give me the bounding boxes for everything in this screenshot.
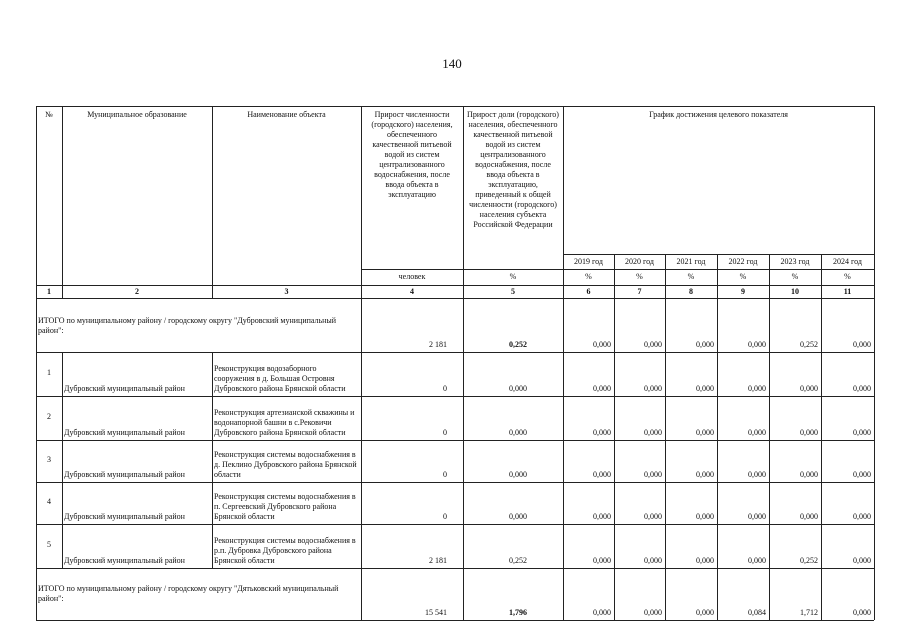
grid-line-units — [361, 269, 874, 270]
row-municipality: Дубровский муниципальный район — [64, 512, 185, 521]
header-year: 2020 год — [625, 257, 654, 266]
row-year-value: 0,000 — [593, 340, 611, 349]
row-year-value: 0,000 — [696, 428, 714, 437]
row-year-value: 0,000 — [800, 384, 818, 393]
header-year: 2019 год — [574, 257, 603, 266]
grid-line-col — [212, 524, 213, 568]
row-share: 1,796 — [509, 608, 527, 617]
row-number: 1 — [47, 368, 51, 377]
row-year-value: 0,000 — [644, 470, 662, 479]
grid-line-row — [36, 524, 874, 525]
row-share: 0,252 — [509, 556, 527, 565]
row-year-value: 0,000 — [748, 384, 766, 393]
grid-line-col — [212, 352, 213, 396]
grid-line-row — [36, 620, 874, 621]
row-share: 0,000 — [509, 470, 527, 479]
row-year-value: 0,000 — [853, 428, 871, 437]
header-col-number: 10 — [791, 287, 799, 296]
row-year-value: 0,252 — [800, 340, 818, 349]
total-row-label: ИТОГО по муниципальному району / городскому округу "Дятьковский муниципальный район": — [38, 584, 339, 603]
row-year-value: 0,000 — [853, 608, 871, 617]
header-schedule: График достижения целевого показателя — [649, 110, 788, 119]
row-year-value: 0,000 — [696, 512, 714, 521]
grid-line-col — [212, 482, 213, 524]
row-people: 0 — [443, 470, 447, 479]
grid-line-row — [36, 568, 874, 569]
header-col-number: 2 — [135, 287, 139, 296]
total-row-label: ИТОГО по муниципальному району / городскому округу "Дубровский муниципальный район": — [38, 316, 337, 335]
row-municipality: Дубровский муниципальный район — [64, 428, 185, 437]
row-share: 0,000 — [509, 512, 527, 521]
table-border-top — [36, 106, 874, 107]
grid-line-col — [463, 106, 464, 620]
row-year-value: 0,000 — [696, 556, 714, 565]
row-year-value: 0,000 — [593, 428, 611, 437]
row-object-name: Реконструкция системы водоснабжения в п. Сергеевский Дубровского района Брянской области — [214, 492, 356, 521]
grid-line-col — [212, 106, 213, 298]
grid-line-header-end — [36, 298, 874, 299]
row-year-value: 0,000 — [696, 608, 714, 617]
grid-line-col — [62, 482, 63, 524]
row-share: 0,000 — [509, 428, 527, 437]
grid-line-col — [62, 524, 63, 568]
header-year: 2024 год — [833, 257, 862, 266]
row-year-value: 0,000 — [853, 556, 871, 565]
row-year-value: 0,000 — [853, 384, 871, 393]
grid-line-col — [62, 106, 63, 298]
header-col-number: 9 — [741, 287, 745, 296]
header-unit-people: человек — [398, 272, 426, 281]
row-year-value: 0,000 — [748, 428, 766, 437]
row-year-value: 1,712 — [800, 608, 818, 617]
grid-line-col-numbers — [36, 285, 874, 286]
header-year: 2023 год — [780, 257, 810, 266]
table-border-side — [874, 106, 875, 620]
header-unit-percent: % — [636, 272, 643, 281]
row-object-name: Реконструкция водозаборного сооружения в д. Большая Островня Дубровского района Брянской области — [214, 364, 346, 393]
row-object-name: Реконструкция артезианской скважины и водонапорной башни в с.Рековичи Дубровского района Брянской области — [214, 408, 355, 437]
row-people: 2 181 — [429, 556, 447, 565]
header-col-number: 8 — [689, 287, 693, 296]
grid-line-row — [36, 396, 874, 397]
row-year-value: 0,000 — [696, 470, 714, 479]
row-year-value: 0,000 — [593, 384, 611, 393]
header-object-name: Наименование объекта — [247, 110, 326, 119]
row-share: 0,000 — [509, 384, 527, 393]
header-col-number: 3 — [284, 287, 289, 296]
grid-line-col — [212, 440, 213, 482]
row-municipality: Дубровский муниципальный район — [64, 470, 185, 479]
header-year: 2021 год — [676, 257, 706, 266]
grid-line-row — [36, 482, 874, 483]
header-col-number: 11 — [843, 287, 852, 296]
row-people: 0 — [443, 428, 447, 437]
row-number: 3 — [47, 455, 51, 464]
row-year-value: 0,252 — [800, 556, 818, 565]
row-year-value: 0,000 — [748, 512, 766, 521]
header-col-number: 4 — [410, 287, 414, 296]
row-object-name: Реконструкция системы водоснабжения в р.п. Дубровка Дубровского района Брянской области — [214, 536, 356, 565]
row-year-value: 0,000 — [644, 340, 662, 349]
header-municipality: Муниципальное образование — [87, 110, 187, 119]
row-number: 4 — [47, 497, 51, 506]
row-municipality: Дубровский муниципальный район — [64, 556, 185, 565]
header-unit-percent: % — [509, 272, 517, 281]
grid-line-col — [62, 396, 63, 440]
header-unit-percent: % — [739, 272, 747, 281]
row-people: 0 — [443, 384, 447, 393]
row-year-value: 0,000 — [644, 512, 662, 521]
row-object-name: Реконструкция системы водоснабжения в д. Пеклино Дубровского района Брянской области — [214, 450, 357, 479]
header-unit-percent: % — [844, 272, 851, 281]
row-year-value: 0,000 — [593, 512, 611, 521]
grid-line-row — [36, 440, 874, 441]
grid-line-col — [361, 106, 362, 620]
row-year-value: 0,000 — [644, 384, 662, 393]
row-year-value: 0,000 — [644, 556, 662, 565]
row-year-value: 0,000 — [800, 512, 818, 521]
row-year-value: 0,000 — [593, 608, 611, 617]
row-year-value: 0,084 — [748, 608, 766, 617]
row-year-value: 0,000 — [696, 384, 714, 393]
row-year-value: 0,000 — [696, 340, 714, 349]
row-year-value: 0,000 — [853, 340, 871, 349]
header-no: № — [45, 110, 53, 119]
row-municipality: Дубровский муниципальный район — [64, 384, 185, 393]
header-unit-percent: % — [687, 272, 695, 281]
grid-line-col — [62, 352, 63, 396]
row-year-value: 0,000 — [853, 512, 871, 521]
row-year-value: 0,000 — [853, 470, 871, 479]
header-unit-percent: % — [791, 272, 799, 281]
row-year-value: 0,000 — [593, 556, 611, 565]
row-year-value: 0,000 — [644, 608, 662, 617]
header-share-growth: Прирост доли (городского) населения, обеспеченного качественной питьевой водой из систем централизованного водоснабжения, после ввода объекта в эксплуатацию, приведенный к общей численности (городского) населения субъекта Российской Федерации — [467, 110, 559, 229]
grid-line-col — [563, 106, 564, 620]
row-number: 5 — [47, 540, 51, 549]
row-year-value: 0,000 — [644, 428, 662, 437]
header-col-number: 6 — [586, 287, 591, 296]
grid-line-row — [36, 352, 874, 353]
header-col-number: 5 — [511, 287, 515, 296]
row-year-value: 0,000 — [800, 470, 818, 479]
header-population-growth: Прирост численности (городского) населения, обеспеченного качественной питьевой водой из систем централизованного водоснабжения, после ввода объекта в эксплуатацию — [371, 110, 453, 199]
header-unit-percent: % — [585, 272, 592, 281]
page-number: 140 — [442, 56, 462, 71]
row-people: 15 541 — [425, 608, 447, 617]
row-year-value: 0,000 — [748, 340, 766, 349]
row-year-value: 0,000 — [748, 470, 766, 479]
row-year-value: 0,000 — [593, 470, 611, 479]
row-number: 2 — [47, 412, 51, 421]
row-year-value: 0,000 — [748, 556, 766, 565]
grid-line-years — [563, 254, 874, 255]
row-people: 0 — [443, 512, 447, 521]
row-year-value: 0,000 — [800, 428, 818, 437]
row-people: 2 181 — [429, 340, 447, 349]
header-col-number: 7 — [637, 287, 642, 296]
row-share: 0,252 — [509, 340, 527, 349]
grid-line-col — [62, 440, 63, 482]
grid-line-col — [212, 396, 213, 440]
header-year: 2022 год — [728, 257, 758, 266]
header-col-number: 1 — [47, 287, 51, 296]
